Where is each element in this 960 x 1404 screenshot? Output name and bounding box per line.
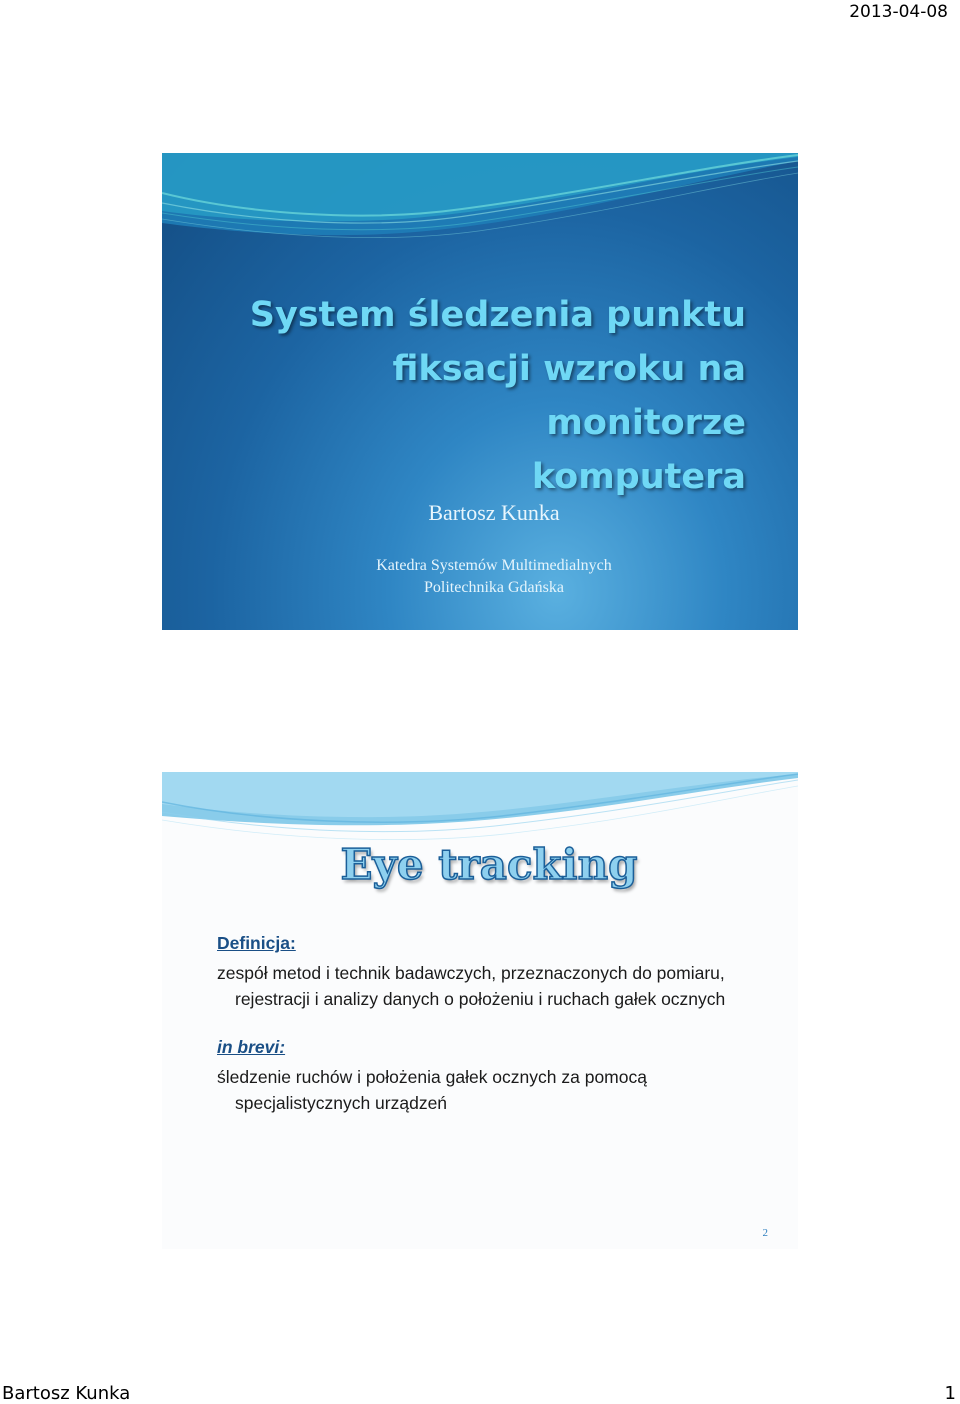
wave-decoration (162, 772, 798, 850)
slide-author: Bartosz Kunka (428, 500, 560, 525)
title-line: System śledzenia punktu (249, 295, 746, 335)
content-slide (162, 772, 798, 1249)
definition-text: zespół metod i technik badawczych, przeznaczonych do pomiaru, rejestracji i analizy danych o położeniu i ruchach gałek ocznych (217, 963, 726, 1009)
page-date: 2013-04-08 (849, 2, 948, 22)
slide-affiliation (162, 555, 798, 599)
footer-author: Bartosz Kunka (2, 1383, 131, 1404)
title-line: komputera (531, 457, 746, 497)
affiliation-line: Politechnika Gdańska (424, 579, 564, 596)
wave-decoration (162, 153, 798, 263)
slide-body (217, 930, 777, 1116)
title-slide (162, 153, 798, 630)
slide-number: 2 (762, 1227, 768, 1239)
affiliation-line: Katedra Systemów Multimedialnych (376, 557, 612, 574)
slide-title: Eye tracking (340, 840, 638, 889)
brevi-heading: in brevi: (217, 1037, 286, 1057)
slide-title (186, 288, 746, 504)
page-number: 1 (944, 1383, 956, 1404)
title-line: fiksacji wzroku na monitorze (392, 349, 746, 443)
definition-heading: Definicja: (217, 933, 296, 953)
brevi-text: śledzenie ruchów i położenia gałek ocznych za pomocą specjalistycznych urządzeń (217, 1067, 647, 1113)
